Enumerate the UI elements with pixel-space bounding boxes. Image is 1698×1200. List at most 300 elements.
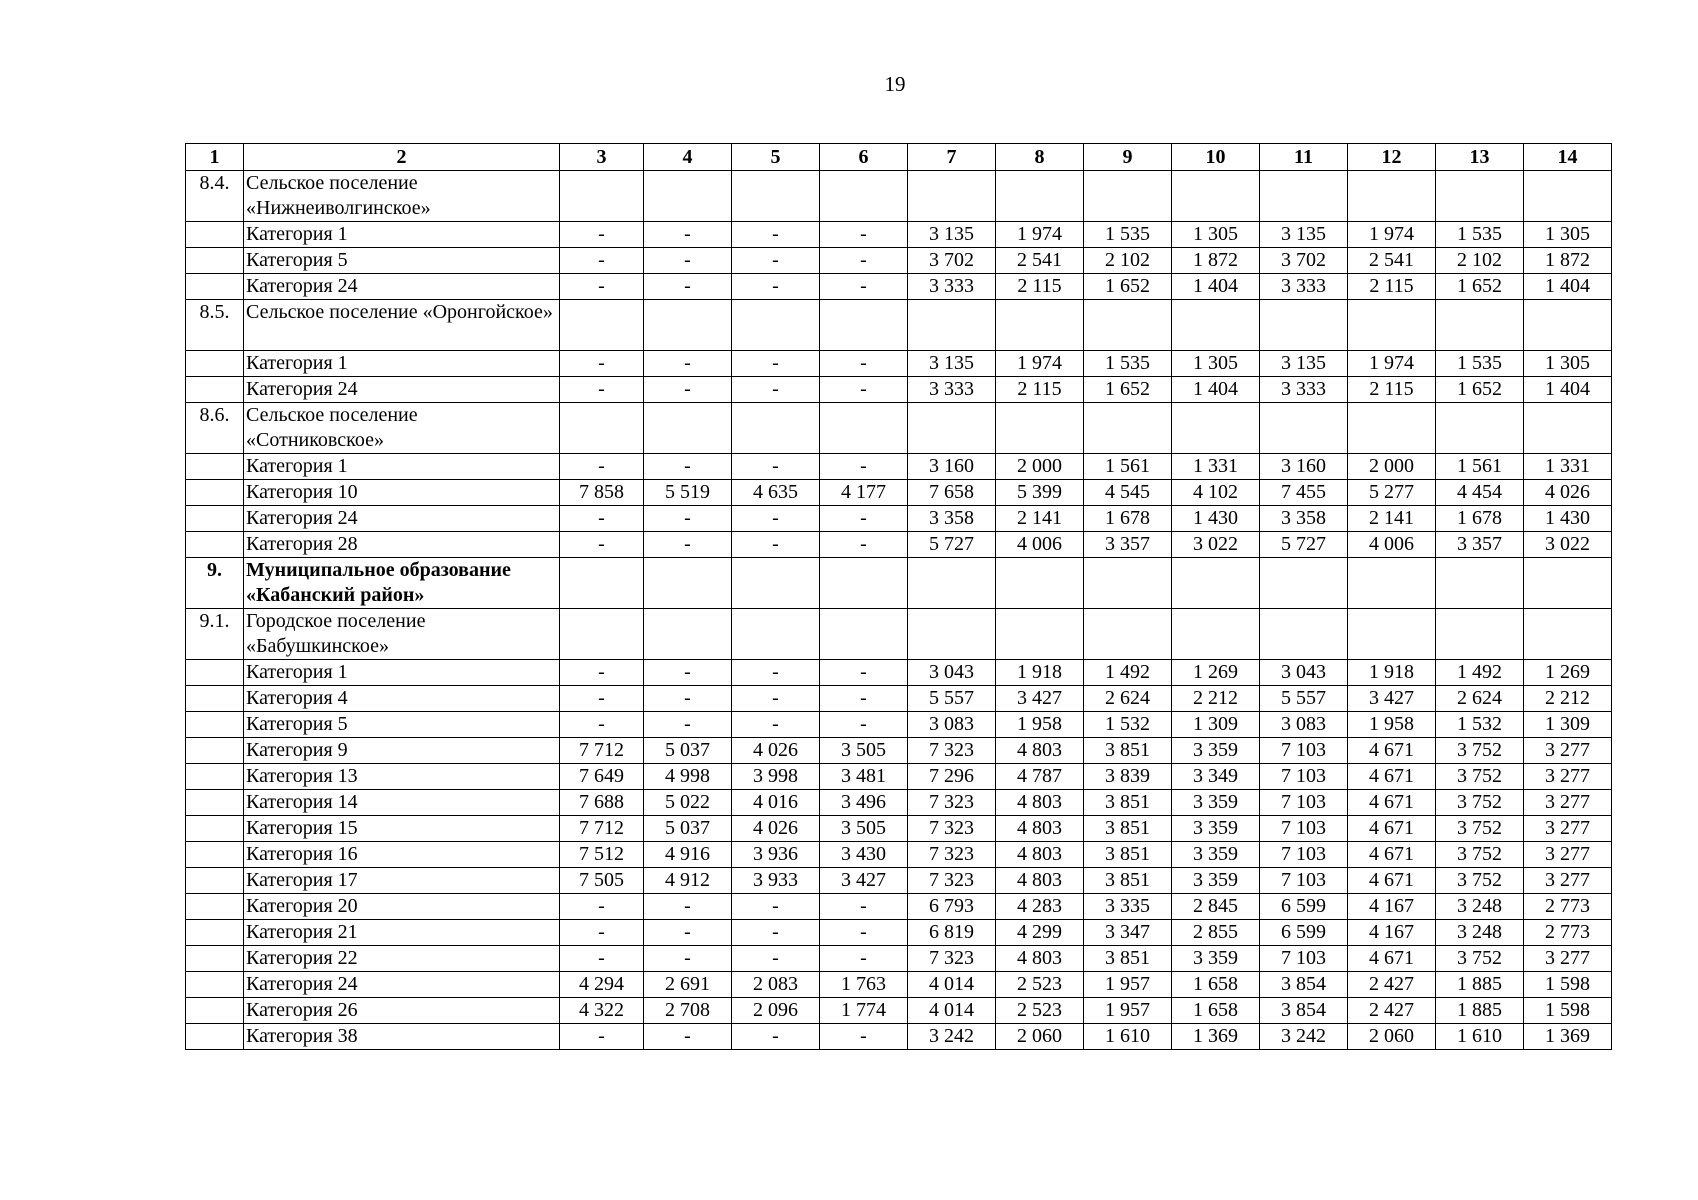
cell-col-3: - [560, 894, 644, 920]
cell-col-3: 7 649 [560, 764, 644, 790]
cell-col-8 [996, 609, 1084, 660]
row-name: Категория 24 [244, 274, 560, 300]
cell-col-3: 7 858 [560, 480, 644, 506]
row-name: Категория 1 [244, 660, 560, 686]
table-row [186, 480, 1612, 506]
row-name: Категория 38 [244, 1024, 560, 1050]
cell-col-11: 7 103 [1260, 842, 1348, 868]
cell-col-10: 1 872 [1172, 248, 1260, 274]
cell-col-3: 7 712 [560, 738, 644, 764]
cell-col-7 [908, 609, 996, 660]
cell-col-9: 3 357 [1084, 532, 1172, 558]
cell-col-13 [1436, 403, 1524, 454]
cell-col-9: 3 851 [1084, 816, 1172, 842]
row-name: Категория 26 [244, 998, 560, 1024]
cell-col-8: 4 803 [996, 816, 1084, 842]
cell-col-14: 3 277 [1524, 816, 1612, 842]
cell-col-12: 3 427 [1348, 686, 1436, 712]
cell-col-14: 2 773 [1524, 920, 1612, 946]
cell-col-7: 3 242 [908, 1024, 996, 1050]
cell-col-12 [1348, 558, 1436, 609]
cell-col-8: 4 803 [996, 868, 1084, 894]
table-row [186, 894, 1612, 920]
cell-col-9 [1084, 558, 1172, 609]
cell-col-3: 4 294 [560, 972, 644, 998]
cell-col-6 [820, 300, 908, 351]
row-name: Категория 15 [244, 816, 560, 842]
cell-col-3: - [560, 506, 644, 532]
cell-col-8: 2 523 [996, 998, 1084, 1024]
cell-col-9 [1084, 300, 1172, 351]
cell-col-12: 4 006 [1348, 532, 1436, 558]
cell-col-13: 1 492 [1436, 660, 1524, 686]
cell-col-4: 2 691 [644, 972, 732, 998]
cell-col-12: 2 427 [1348, 972, 1436, 998]
cell-col-14: 1 872 [1524, 248, 1612, 274]
section-row [186, 558, 1612, 609]
cell-col-4: 2 708 [644, 998, 732, 1024]
cell-col-9: 3 851 [1084, 738, 1172, 764]
cell-col-3: - [560, 351, 644, 377]
cell-col-11: 7 103 [1260, 816, 1348, 842]
cell-col-5: 4 026 [732, 738, 820, 764]
cell-col-4: 5 037 [644, 816, 732, 842]
cell-col-6: - [820, 946, 908, 972]
cell-col-4: - [644, 946, 732, 972]
cell-col-5: 2 096 [732, 998, 820, 1024]
cell-col-10: 1 404 [1172, 274, 1260, 300]
cell-col-11: 7 103 [1260, 790, 1348, 816]
cell-col-7: 7 323 [908, 816, 996, 842]
cell-col-8: 2 115 [996, 377, 1084, 403]
cell-col-3: - [560, 660, 644, 686]
cell-col-11: 3 160 [1260, 454, 1348, 480]
cell-col-3 [560, 171, 644, 222]
cell-col-3 [560, 558, 644, 609]
cell-col-11: 3 854 [1260, 972, 1348, 998]
cell-col-10 [1172, 558, 1260, 609]
cell-col-14: 1 404 [1524, 274, 1612, 300]
cell-col-13: 1 885 [1436, 972, 1524, 998]
cell-col-10 [1172, 300, 1260, 351]
table-row [186, 506, 1612, 532]
cell-col-4: - [644, 248, 732, 274]
cell-col-14 [1524, 300, 1612, 351]
cell-col-11: 3 043 [1260, 660, 1348, 686]
cell-col-14 [1524, 403, 1612, 454]
cell-col-12: 4 167 [1348, 894, 1436, 920]
table-row [186, 222, 1612, 248]
column-header-11: 11 [1260, 144, 1348, 171]
cell-col-12: 1 974 [1348, 222, 1436, 248]
cell-col-11: 7 103 [1260, 868, 1348, 894]
row-code [186, 274, 244, 300]
cell-col-6: - [820, 248, 908, 274]
cell-col-10: 3 359 [1172, 790, 1260, 816]
cell-col-9: 1 492 [1084, 660, 1172, 686]
cell-col-12: 2 541 [1348, 248, 1436, 274]
cell-col-12: 2 060 [1348, 1024, 1436, 1050]
cell-col-7: 7 323 [908, 946, 996, 972]
cell-col-5 [732, 300, 820, 351]
cell-col-12 [1348, 403, 1436, 454]
cell-col-9: 3 335 [1084, 894, 1172, 920]
cell-col-5: 2 083 [732, 972, 820, 998]
cell-col-12: 4 671 [1348, 738, 1436, 764]
cell-col-11: 3 135 [1260, 222, 1348, 248]
cell-col-12: 1 918 [1348, 660, 1436, 686]
cell-col-6: - [820, 377, 908, 403]
cell-col-5: - [732, 686, 820, 712]
cell-col-14 [1524, 609, 1612, 660]
cell-col-4 [644, 300, 732, 351]
cell-col-12: 2 000 [1348, 454, 1436, 480]
cell-col-13: 3 357 [1436, 532, 1524, 558]
column-header-13: 13 [1436, 144, 1524, 171]
cell-col-10 [1172, 171, 1260, 222]
cell-col-3 [560, 403, 644, 454]
cell-col-11: 7 103 [1260, 738, 1348, 764]
row-name: Категория 24 [244, 506, 560, 532]
column-header-9: 9 [1084, 144, 1172, 171]
row-name: Категория 24 [244, 377, 560, 403]
cell-col-14: 1 598 [1524, 972, 1612, 998]
cell-col-8: 4 299 [996, 920, 1084, 946]
section-row [186, 300, 1612, 351]
cell-col-11 [1260, 300, 1348, 351]
row-code [186, 816, 244, 842]
cell-col-3: - [560, 222, 644, 248]
cell-col-14: 1 331 [1524, 454, 1612, 480]
cell-col-5 [732, 558, 820, 609]
cell-col-5: - [732, 377, 820, 403]
cell-col-5 [732, 171, 820, 222]
row-name: Категория 17 [244, 868, 560, 894]
cell-col-13: 3 752 [1436, 842, 1524, 868]
cell-col-6 [820, 171, 908, 222]
cell-col-5: - [732, 894, 820, 920]
row-name: Сельское поселение «Сотниковское» [244, 403, 560, 454]
cell-col-9: 1 532 [1084, 712, 1172, 738]
cell-col-8: 2 060 [996, 1024, 1084, 1050]
cell-col-7: 6 793 [908, 894, 996, 920]
row-name: Категория 9 [244, 738, 560, 764]
row-code [186, 454, 244, 480]
cell-col-14: 1 269 [1524, 660, 1612, 686]
cell-col-8: 1 974 [996, 222, 1084, 248]
cell-col-3: - [560, 686, 644, 712]
cell-col-13 [1436, 609, 1524, 660]
cell-col-10: 3 359 [1172, 842, 1260, 868]
cell-col-3 [560, 300, 644, 351]
cell-col-7 [908, 558, 996, 609]
cell-col-4: - [644, 222, 732, 248]
cell-col-5: - [732, 920, 820, 946]
cell-col-13: 1 885 [1436, 998, 1524, 1024]
column-header-4: 4 [644, 144, 732, 171]
cell-col-5: - [732, 506, 820, 532]
row-code [186, 790, 244, 816]
cell-col-11: 6 599 [1260, 920, 1348, 946]
cell-col-13: 1 678 [1436, 506, 1524, 532]
cell-col-6: - [820, 660, 908, 686]
cell-col-9: 1 535 [1084, 351, 1172, 377]
cell-col-14: 2 773 [1524, 894, 1612, 920]
cell-col-3: 7 688 [560, 790, 644, 816]
row-name: Категория 22 [244, 946, 560, 972]
row-name: Категория 20 [244, 894, 560, 920]
cell-col-10: 1 309 [1172, 712, 1260, 738]
column-header-3: 3 [560, 144, 644, 171]
cell-col-5: - [732, 454, 820, 480]
table-row [186, 998, 1612, 1024]
cell-col-5: - [732, 660, 820, 686]
row-name: Муниципальное образование «Кабанский район» [244, 558, 560, 609]
row-name: Городское поселение «Бабушкинское» [244, 609, 560, 660]
cell-col-13: 3 248 [1436, 894, 1524, 920]
cell-col-9 [1084, 403, 1172, 454]
cell-col-8: 4 803 [996, 738, 1084, 764]
cell-col-8: 1 974 [996, 351, 1084, 377]
cell-col-12: 1 958 [1348, 712, 1436, 738]
row-code [186, 351, 244, 377]
column-header-7: 7 [908, 144, 996, 171]
cell-col-6: - [820, 274, 908, 300]
cell-col-4: - [644, 894, 732, 920]
cell-col-6: 3 505 [820, 738, 908, 764]
row-name: Категория 5 [244, 248, 560, 274]
cell-col-3: 4 322 [560, 998, 644, 1024]
table-row [186, 351, 1612, 377]
cell-col-10: 1 305 [1172, 222, 1260, 248]
cell-col-8: 2 000 [996, 454, 1084, 480]
cell-col-11: 7 455 [1260, 480, 1348, 506]
row-code [186, 480, 244, 506]
cell-col-13: 3 752 [1436, 790, 1524, 816]
cell-col-8: 4 803 [996, 790, 1084, 816]
section-row [186, 171, 1612, 222]
cell-col-7: 7 323 [908, 842, 996, 868]
cell-col-13: 3 752 [1436, 764, 1524, 790]
row-code [186, 920, 244, 946]
cell-col-8: 2 523 [996, 972, 1084, 998]
cell-col-12: 4 671 [1348, 946, 1436, 972]
cell-col-9: 2 624 [1084, 686, 1172, 712]
cell-col-12: 4 167 [1348, 920, 1436, 946]
cell-col-10 [1172, 609, 1260, 660]
cell-col-14: 3 277 [1524, 738, 1612, 764]
cell-col-9: 3 851 [1084, 946, 1172, 972]
cell-col-14: 1 430 [1524, 506, 1612, 532]
cell-col-13: 1 652 [1436, 377, 1524, 403]
cell-col-3: - [560, 532, 644, 558]
cell-col-3: - [560, 274, 644, 300]
table-row [186, 454, 1612, 480]
cell-col-6 [820, 403, 908, 454]
cell-col-8: 4 803 [996, 842, 1084, 868]
cell-col-7 [908, 171, 996, 222]
row-code [186, 894, 244, 920]
cell-col-10 [1172, 403, 1260, 454]
cell-col-9: 1 678 [1084, 506, 1172, 532]
cell-col-7: 3 135 [908, 351, 996, 377]
cell-col-10: 3 349 [1172, 764, 1260, 790]
cell-col-9: 1 957 [1084, 972, 1172, 998]
cell-col-6: - [820, 222, 908, 248]
cell-col-8: 3 427 [996, 686, 1084, 712]
cell-col-4 [644, 609, 732, 660]
cell-col-12 [1348, 171, 1436, 222]
column-header-1: 1 [186, 144, 244, 171]
table-row [186, 764, 1612, 790]
cell-col-5: - [732, 946, 820, 972]
cell-col-6: 3 505 [820, 816, 908, 842]
cell-col-7: 7 323 [908, 790, 996, 816]
table-row [186, 972, 1612, 998]
cell-col-4: - [644, 532, 732, 558]
cell-col-3: - [560, 377, 644, 403]
cell-col-5: 3 933 [732, 868, 820, 894]
row-name: Категория 1 [244, 454, 560, 480]
row-code [186, 998, 244, 1024]
cell-col-9: 1 957 [1084, 998, 1172, 1024]
cell-col-9: 1 652 [1084, 377, 1172, 403]
row-name: Сельское поселение «Оронгойское» [244, 300, 560, 351]
cell-col-6: 3 427 [820, 868, 908, 894]
cell-col-13: 1 535 [1436, 351, 1524, 377]
cell-col-9 [1084, 171, 1172, 222]
row-code [186, 868, 244, 894]
cell-col-9: 3 851 [1084, 868, 1172, 894]
row-code: 9.1. [186, 609, 244, 660]
cell-col-7: 3 702 [908, 248, 996, 274]
cell-col-11: 6 599 [1260, 894, 1348, 920]
cell-col-9: 2 102 [1084, 248, 1172, 274]
cell-col-8: 2 115 [996, 274, 1084, 300]
row-name: Категория 10 [244, 480, 560, 506]
cell-col-14: 3 277 [1524, 842, 1612, 868]
cell-col-7: 4 014 [908, 998, 996, 1024]
row-code: 8.6. [186, 403, 244, 454]
cell-col-7: 3 135 [908, 222, 996, 248]
cell-col-4: - [644, 274, 732, 300]
cell-col-3: - [560, 946, 644, 972]
cell-col-12: 4 671 [1348, 868, 1436, 894]
cell-col-10: 1 658 [1172, 972, 1260, 998]
cell-col-13 [1436, 300, 1524, 351]
cell-col-7: 5 557 [908, 686, 996, 712]
cell-col-12: 5 277 [1348, 480, 1436, 506]
row-name: Категория 16 [244, 842, 560, 868]
cell-col-14: 3 022 [1524, 532, 1612, 558]
cell-col-6: - [820, 894, 908, 920]
cell-col-8: 2 541 [996, 248, 1084, 274]
table-row [186, 660, 1612, 686]
row-code [186, 377, 244, 403]
cell-col-5: 3 998 [732, 764, 820, 790]
cell-col-7: 3 358 [908, 506, 996, 532]
cell-col-11: 3 242 [1260, 1024, 1348, 1050]
cell-col-10: 4 102 [1172, 480, 1260, 506]
table-row [186, 1024, 1612, 1050]
cell-col-5: - [732, 712, 820, 738]
cell-col-13: 1 561 [1436, 454, 1524, 480]
cell-col-5 [732, 403, 820, 454]
cell-col-4: 4 916 [644, 842, 732, 868]
row-code [186, 222, 244, 248]
row-name: Категория 1 [244, 351, 560, 377]
row-code [186, 842, 244, 868]
row-name: Категория 1 [244, 222, 560, 248]
cell-col-14: 4 026 [1524, 480, 1612, 506]
cell-col-7 [908, 403, 996, 454]
cell-col-4 [644, 403, 732, 454]
cell-col-5: - [732, 222, 820, 248]
cell-col-7: 4 014 [908, 972, 996, 998]
cell-col-4: 4 998 [644, 764, 732, 790]
table-row [186, 377, 1612, 403]
cell-col-12: 2 141 [1348, 506, 1436, 532]
cell-col-11: 3 333 [1260, 274, 1348, 300]
cell-col-11 [1260, 609, 1348, 660]
column-header-12: 12 [1348, 144, 1436, 171]
cell-col-8: 4 006 [996, 532, 1084, 558]
row-code [186, 686, 244, 712]
cell-col-6: 3 430 [820, 842, 908, 868]
cell-col-5: - [732, 274, 820, 300]
cell-col-7: 3 160 [908, 454, 996, 480]
cell-col-10: 1 269 [1172, 660, 1260, 686]
cell-col-12: 4 671 [1348, 842, 1436, 868]
cell-col-14: 1 305 [1524, 222, 1612, 248]
row-code [186, 248, 244, 274]
column-header-8: 8 [996, 144, 1084, 171]
cell-col-8: 5 399 [996, 480, 1084, 506]
row-name: Сельское поселение «Нижнеиволгинское» [244, 171, 560, 222]
cell-col-10: 3 359 [1172, 738, 1260, 764]
cell-col-11 [1260, 558, 1348, 609]
table-row [186, 738, 1612, 764]
table-row [186, 532, 1612, 558]
cell-col-7: 7 658 [908, 480, 996, 506]
cell-col-4: - [644, 506, 732, 532]
cell-col-13: 1 535 [1436, 222, 1524, 248]
cell-col-8: 1 958 [996, 712, 1084, 738]
column-header-6: 6 [820, 144, 908, 171]
cell-col-3: - [560, 248, 644, 274]
cell-col-13: 3 752 [1436, 816, 1524, 842]
cell-col-6: - [820, 920, 908, 946]
cell-col-3 [560, 609, 644, 660]
row-code [186, 738, 244, 764]
cell-col-13: 1 652 [1436, 274, 1524, 300]
cell-col-9: 1 610 [1084, 1024, 1172, 1050]
row-name: Категория 5 [244, 712, 560, 738]
cell-col-6 [820, 609, 908, 660]
cell-col-12: 4 671 [1348, 790, 1436, 816]
cell-col-10: 1 369 [1172, 1024, 1260, 1050]
cell-col-7: 6 819 [908, 920, 996, 946]
cell-col-14: 3 277 [1524, 946, 1612, 972]
cell-col-8 [996, 300, 1084, 351]
row-name: Категория 28 [244, 532, 560, 558]
cell-col-14: 1 404 [1524, 377, 1612, 403]
cell-col-11: 3 083 [1260, 712, 1348, 738]
cell-col-13: 4 454 [1436, 480, 1524, 506]
column-header-2: 2 [244, 144, 560, 171]
row-name: Категория 21 [244, 920, 560, 946]
cell-col-4: - [644, 454, 732, 480]
